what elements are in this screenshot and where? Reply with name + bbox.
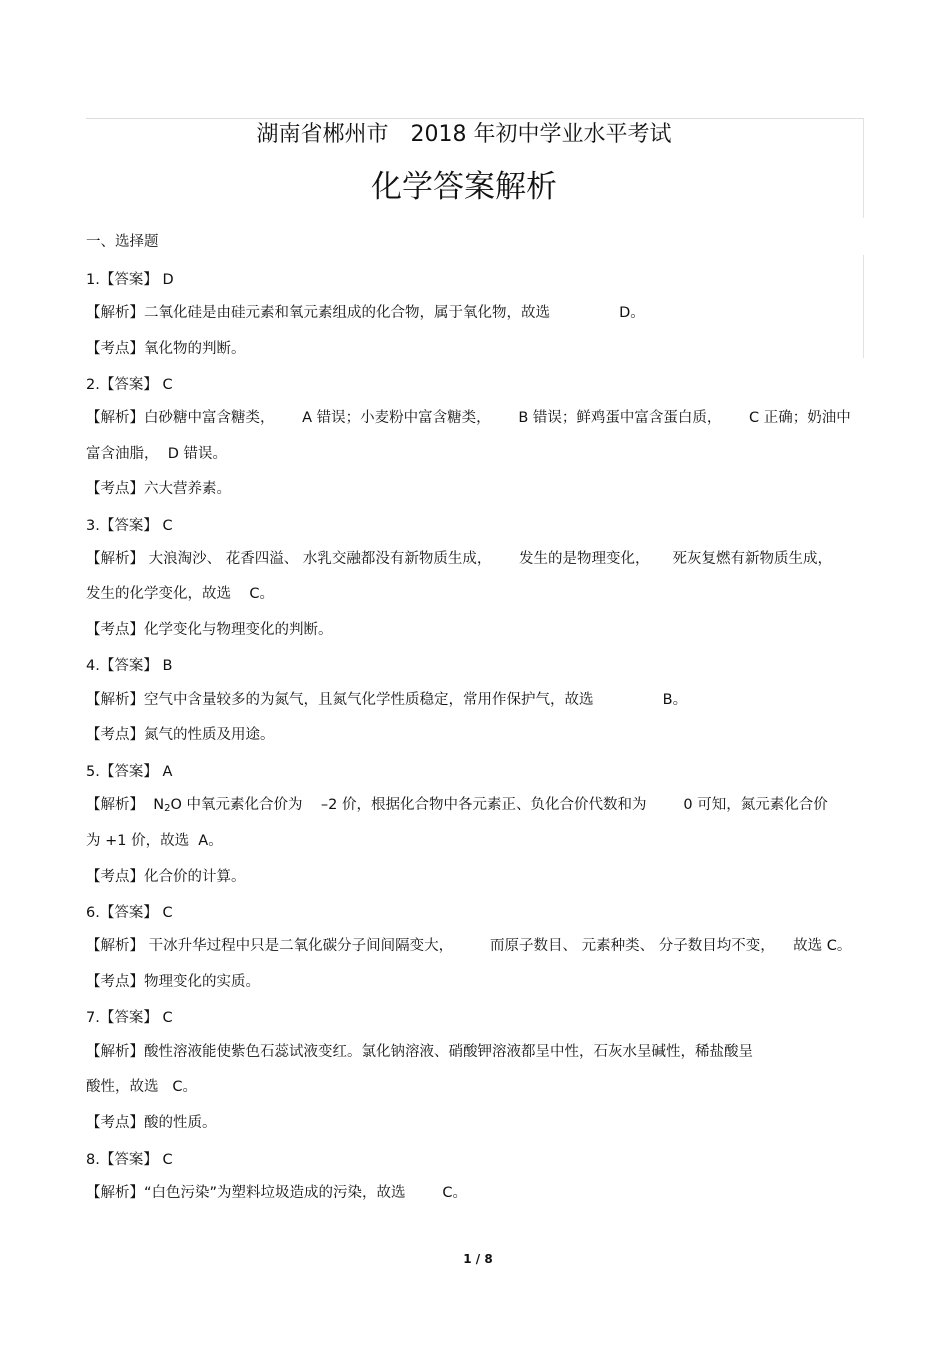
answer-line: 5.【答案】 A: [86, 764, 173, 780]
document-title: 湖南省郴州市 2018 年初中学业水平考试: [256, 122, 672, 147]
answer-line: 8.【答案】 C: [86, 1152, 173, 1168]
answer-line: 2.【答案】 C: [86, 377, 173, 393]
topic-line: 【考点】物理变化的实质。: [86, 974, 260, 990]
explain-line: 为 +1 价，故选 A。: [86, 833, 223, 849]
answer-line: 3.【答案】 C: [86, 518, 173, 534]
explain-line: 【解析】白砂糖中富含糖类， A 错误；小麦粉中富含糖类， B 错误；鲜鸡蛋中富含蛋白质， C 正确；奶油中: [86, 410, 851, 426]
explain-suffix: O 中氧元素化合价为 –2 价，根据化合物中各元素正、负化合价代数和为 0 可知，氮元素化合价: [170, 797, 828, 813]
answer-line: 1.【答案】 D: [86, 272, 174, 288]
topic-line: 【考点】化合价的计算。: [86, 869, 246, 885]
explain-line: 酸性，故选 C。: [86, 1079, 197, 1095]
page-number: 1 / 8: [463, 1252, 493, 1266]
explain-line: 【解析】 大浪淘沙、 花香四溢、 水乳交融都没有新物质生成， 发生的是物理变化， 死灰复燃有新物质生成，: [86, 551, 833, 567]
topic-line: 【考点】酸的性质。: [86, 1115, 217, 1131]
explain-line: 【解析】“白色污染”为塑料垃圾造成的污染，故选 C。: [86, 1185, 468, 1201]
explain-line: 【解析】 干冰升华过程中只是二氧化碳分子间间隔变大， 而原子数目、 元素种类、 分子数目均不变， 故选 C。: [86, 938, 852, 954]
answer-line: 7.【答案】 C: [86, 1010, 173, 1026]
explain-line: 富含油脂， D 错误。: [86, 446, 227, 462]
topic-line: 【考点】氮气的性质及用途。: [86, 727, 275, 743]
document-subtitle: 化学答案解析: [371, 169, 557, 205]
subscript: 2: [164, 803, 171, 814]
explain-prefix: 【解析】 N: [86, 797, 165, 813]
explain-line: 【解析】二氧化硅是由硅元素和氧元素组成的化合物，属于氧化物，故选 D。: [86, 305, 645, 321]
explain-line: [86, 795, 828, 815]
explain-line: 【解析】酸性溶液能使紫色石蕊试液变红。氯化钠溶液、硝酸钾溶液都呈中性，石灰水呈碱性，稀盐酸呈: [86, 1044, 753, 1060]
margin-rule: [863, 255, 864, 358]
answer-line: 4.【答案】 B: [86, 658, 173, 674]
answer-line: 6.【答案】 C: [86, 905, 173, 921]
explain-line: 【解析】空气中含量较多的为氮气，且氮气化学性质稳定，常用作保护气，故选 B。: [86, 692, 688, 708]
section-heading: 一、选择题: [86, 234, 159, 250]
explain-line: 发生的化学变化，故选 C。: [86, 586, 275, 602]
topic-line: 【考点】氧化物的判断。: [86, 341, 246, 357]
topic-line: 【考点】化学变化与物理变化的判断。: [86, 622, 333, 638]
topic-line: 【考点】六大营养素。: [86, 481, 231, 497]
